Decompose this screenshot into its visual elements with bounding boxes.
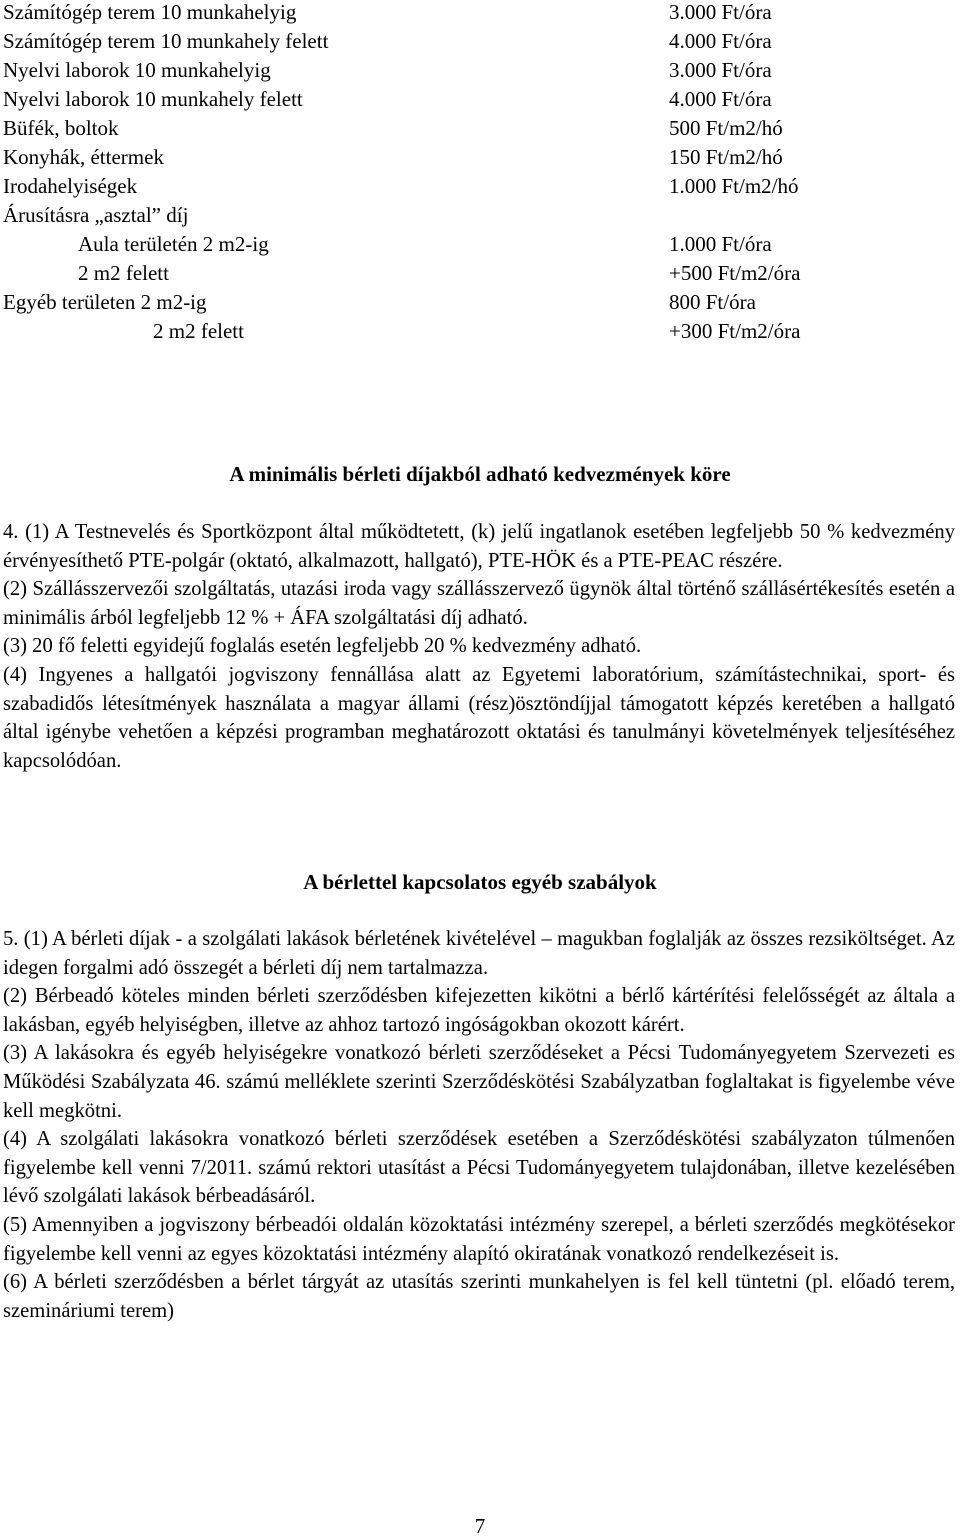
- rate-value: +300 Ft/m2/óra: [669, 319, 801, 343]
- paragraph: (2) Szállásszervezői szolgáltatás, utazási iroda vagy szállásszervező ügynök által történő szállásértékesítés esetén a minimális árból legfeljebb 12 % + ÁFA szolgáltatási díj adható.: [3, 578, 955, 629]
- rate-label: Irodahelyiségek: [3, 174, 138, 198]
- paragraph: 5. (1) A bérleti díjak - a szolgálati lakások bérletének kivételével – magukban foglalják az összes rezsiköltséget. Az idegen forgalmi adó összegét a bérleti díj nem tartalmazza.: [3, 928, 955, 979]
- rate-value: +500 Ft/m2/óra: [669, 261, 801, 285]
- rate-label: Egyéb területen 2 m2-ig: [3, 290, 207, 314]
- rate-row: [3, 85, 943, 114]
- rate-label: Konyhák, éttermek: [3, 145, 164, 169]
- rate-row: [3, 114, 943, 143]
- paragraph: (3) 20 fő feletti egyidejű foglalás esetén legfeljebb 20 % kedvezmény adható.: [3, 635, 642, 658]
- rate-value: 500 Ft/m2/hó: [669, 116, 783, 140]
- rate-label: Nyelvi laborok 10 munkahely felett: [3, 87, 303, 111]
- paragraph: (4) Ingyenes a hallgatói jogviszony fennállása alatt az Egyetemi laboratórium, számítástechnikai, sport- és szabadidős létesítmények használata a magyar állami (rész)ösztöndíjjal támogatott képzés keretében a hallgató által igénybe vehetően a képzési programban meghatározott oktatási és tanulmányi követelmények teljesítéséhez kapcsolódóan.: [3, 663, 955, 772]
- rate-value: 4.000 Ft/óra: [669, 29, 772, 53]
- rate-label: Nyelvi laborok 10 munkahelyig: [3, 58, 271, 82]
- rate-label: Számítógép terem 10 munkahelyig: [3, 0, 297, 24]
- rate-value: 150 Ft/m2/hó: [669, 145, 783, 169]
- section-heading-discounts: A minimális bérleti díjakból adható kedvezmények köre: [229, 462, 731, 486]
- rate-row: [3, 0, 943, 27]
- rate-row: [3, 288, 943, 317]
- rate-value: 1.000 Ft/óra: [669, 232, 772, 256]
- rate-row: [3, 27, 943, 56]
- rate-label: 2 m2 felett: [78, 261, 169, 285]
- rate-value: 1.000 Ft/m2/hó: [669, 174, 799, 198]
- rate-table: [3, 0, 943, 346]
- rate-label: Árusításra „asztal” díj: [3, 203, 189, 227]
- paragraph: (3) A lakásokra és egyéb helyiségekre vonatkozó bérleti szerződéseket a Pécsi Tudományegyetem Szervezeti es Működési Szabályzata 46. számú melléklete szerinti Szerződéskötési Szabályzatban foglaltakat is figyelembe véve kell megkötni.: [3, 1042, 955, 1122]
- rate-label: Büfék, boltok: [3, 116, 119, 140]
- page-number: 7: [474, 1514, 486, 1538]
- section-4-body: [3, 518, 955, 775]
- rate-row: [3, 201, 943, 230]
- rate-row: [3, 230, 943, 259]
- rate-label: 2 m2 felett: [153, 319, 244, 343]
- paragraph: (2) Bérbeadó köteles minden bérleti szerződésben kifejezetten kikötni a bérlő kártérítési felelősségét az általa a lakásban, egyéb helyiségben, illetve az ahhoz tartozó ingóságokban okozott kárért.: [3, 985, 955, 1036]
- rate-row: [3, 259, 943, 288]
- paragraph: (5) Amennyiben a jogviszony bérbeadói oldalán közoktatási intézmény szerepel, a bérleti szerződés megkötésekor figyelembe kell venni az egyes közoktatási intézmény alapító okiratának vonatkozó rendelkezéseit is.: [3, 1213, 955, 1265]
- rate-value: 3.000 Ft/óra: [669, 58, 772, 82]
- rate-label: Aula területén 2 m2-ig: [78, 232, 269, 256]
- rate-label: Számítógép terem 10 munkahely felett: [3, 29, 329, 53]
- rate-row: [3, 143, 943, 172]
- rate-row: [3, 56, 943, 85]
- section-heading-other-rules: A bérlettel kapcsolatos egyéb szabályok: [303, 870, 657, 894]
- paragraph: (6) A bérleti szerződésben a bérlet tárgyát az utasítás szerinti munkahelyen is fel kell tüntetni (pl. előadó terem, szemináriumi terem): [3, 1271, 955, 1322]
- rate-row: [3, 172, 943, 201]
- rate-value: 4.000 Ft/óra: [669, 87, 772, 111]
- paragraph: 4. (1) A Testnevelés és Sportközpont által működtetett, (k) jelű ingatlanok esetében legfeljebb 50 % kedvezmény érvényesíthető PTE-polgár (oktató, alkalmazott, hallgató), PTE-HÖK és a PTE-PEAC részére.: [3, 521, 955, 572]
- paragraph: (4) A szolgálati lakásokra vonatkozó bérleti szerződések esetében a Szerződéskötési szabályzaton túlmenően figyelembe kell venni 7/2011. számú rektori utasítást a Pécsi Tudományegyetem tulajdonában, illetve kezelésében lévő szolgálati lakások bérbeadásáról.: [3, 1128, 955, 1208]
- rate-value: 3.000 Ft/óra: [669, 0, 772, 24]
- section-5-body: [3, 925, 955, 1325]
- rate-value: 800 Ft/óra: [669, 290, 756, 314]
- rate-row: [3, 317, 943, 346]
